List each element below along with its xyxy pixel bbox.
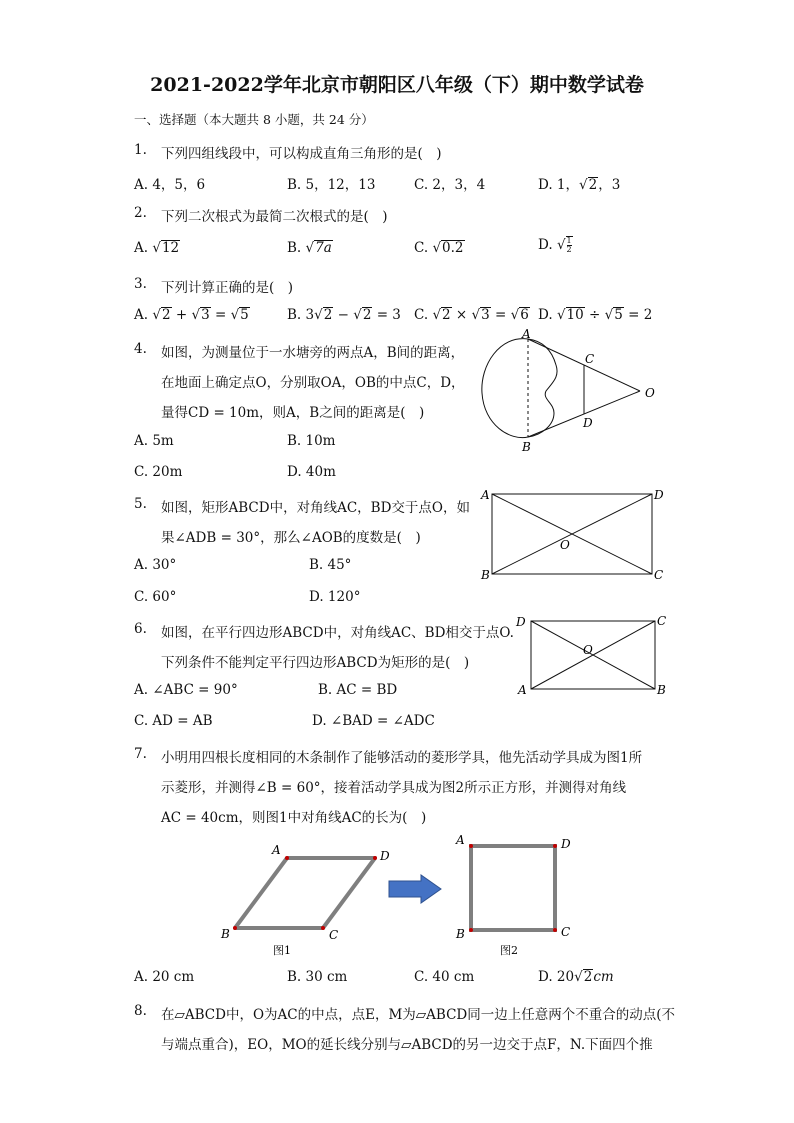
section-heading: 一、选择题（本大题共 8 小题，共 24 分） <box>134 112 374 127</box>
q6-line1: 如图，在平行四边形ABCD中，对角线AC、BD相交于点O. <box>161 625 514 641</box>
q2-d-pre: D. <box>538 237 557 253</box>
q1-option-a: A. 4，5，6 <box>134 177 206 193</box>
q4-label-d: D <box>583 416 593 430</box>
q7-option-c: C. 40 cm <box>414 969 475 985</box>
q7-fig2-point-c <box>553 928 557 932</box>
q2-number: 2. <box>134 205 147 221</box>
q7-fig1-label-c: C <box>329 928 339 942</box>
q4-label-c: C <box>585 352 595 366</box>
q5-option-b: B. 45° <box>309 557 352 573</box>
q7-d-root: 2 <box>583 969 593 985</box>
q2-a-pre: A. <box>134 240 153 256</box>
q4-number: 4. <box>134 341 147 357</box>
q6-label-o: O <box>583 643 593 657</box>
q7-d-post: cm <box>593 969 614 985</box>
q7-fig1-point-d <box>373 856 377 860</box>
q1-option-b: B. 5，12，13 <box>287 177 376 193</box>
q2-option-a: A. √12 <box>134 240 180 256</box>
q1-option-c: C. 2，3，4 <box>414 177 486 193</box>
q6-number: 6. <box>134 621 147 637</box>
q7-fig1-label-d: D <box>380 849 390 863</box>
q2-d-den: 2 <box>566 245 572 254</box>
q7-fig1-point-a <box>285 856 289 860</box>
q5-number: 5. <box>134 496 147 512</box>
q7-fig2-label-b: B <box>456 927 465 941</box>
q5-label-o: O <box>560 538 570 552</box>
q7-line3: AC = 40cm，则图1中对角线AC的长为( ) <box>161 810 427 826</box>
q7-d-pre: D. 20 <box>538 969 575 985</box>
q3-stem: 下列计算正确的是( ) <box>161 280 294 296</box>
q6-option-b: B. AC = BD <box>318 682 398 698</box>
q3-option-b: B. 3√2 − √2 = 3 <box>287 307 401 323</box>
q7-fig2-point-b <box>469 928 473 932</box>
q4-label-o: O <box>645 386 655 400</box>
q1-number: 1. <box>134 142 147 158</box>
q4-line3: 量得CD = 10m，则A，B之间的距离是( ) <box>161 405 425 421</box>
q5-line1: 如图，矩形ABCD中，对角线AC，BD交于点O，如 <box>161 500 470 516</box>
q7-fig2-point-a <box>469 844 473 848</box>
q4-label-a: A <box>522 327 531 341</box>
q4-option-b: B. 10m <box>287 433 336 449</box>
q5-label-d: D <box>654 488 664 502</box>
q5-line2: 果∠ADB = 30°，那么∠AOB的度数是( ) <box>161 530 421 546</box>
q2-a-root: 12 <box>161 240 180 256</box>
q7-line1: 小明用四根长度相同的木条制作了能够活动的菱形学具，他先活动学具成为图1所 <box>161 750 643 766</box>
q7-fig2-label-d: D <box>561 837 571 851</box>
q3-number: 3. <box>134 276 147 292</box>
q7-option-d: D. 20√2cm <box>538 969 614 985</box>
q2-c-pre: C. <box>414 240 433 256</box>
q1-d-pre: D. 1， <box>538 177 580 193</box>
q1-d-post: ，3 <box>598 177 621 193</box>
q2-option-c: C. √0.2 <box>414 240 464 256</box>
q7-fig1-label-a: A <box>272 843 281 857</box>
q7-fig2-point-d <box>553 844 557 848</box>
page-title: 2021-2022学年北京市朝阳区八年级（下）期中数学试卷 <box>150 74 644 96</box>
q7-figures <box>215 832 585 960</box>
q2-stem: 下列二次根式为最简二次根式的是( ) <box>161 209 388 225</box>
q2-option-b: B. √7a <box>287 240 332 256</box>
q7-fig1-point-c <box>321 926 325 930</box>
q6-option-c: C. AD = AB <box>134 713 213 729</box>
q6-label-d: D <box>516 615 526 629</box>
q8-line1: 在▱ABCD中，O为AC的中点，点E，M为▱ABCD同一边上任意两个不重合的动点(不 <box>161 1007 676 1023</box>
q5-label-a: A <box>481 488 490 502</box>
q4-pond-outline <box>482 339 557 438</box>
q6-label-c: C <box>657 614 667 628</box>
q7-fig2-label-c: C <box>561 925 571 939</box>
q8-number: 8. <box>134 1003 147 1019</box>
q5-label-b: B <box>481 568 490 582</box>
q7-option-b: B. 30 cm <box>287 969 348 985</box>
q1-d-root: 2 <box>588 177 598 193</box>
q6-line2: 下列条件不能判定平行四边形ABCD为矩形的是( ) <box>161 655 470 671</box>
q7-fig1-point-b <box>233 926 237 930</box>
q2-d-num: 1 <box>566 236 572 245</box>
q6-label-a: A <box>518 683 527 697</box>
q6-option-a: A. ∠ABC = 90° <box>134 682 238 698</box>
q6-option-d: D. ∠BAD = ∠ADC <box>312 713 435 729</box>
q3-option-d: D. √10 ÷ √5 = 2 <box>538 307 653 323</box>
q7-fig1-rhombus <box>235 858 375 928</box>
q7-line2: 示菱形，并测得∠B = 60°，接着活动学具成为图2所示正方形，并测得对角线 <box>161 780 627 796</box>
q7-arrow-icon <box>389 875 441 903</box>
q7-option-a: A. 20 cm <box>134 969 195 985</box>
q6-figure <box>512 612 667 698</box>
q7-fig2-caption: 图2 <box>500 944 518 957</box>
q5-figure <box>478 485 668 585</box>
q5-option-c: C. 60° <box>134 589 177 605</box>
q4-line2: 在地面上确定点O，分别取OA，OB的中点C，D， <box>161 375 465 391</box>
q4-option-a: A. 5m <box>134 433 174 449</box>
q7-fig2-label-a: A <box>456 833 465 847</box>
q4-line1: 如图，为测量位于一水塘旁的两点A，B间的距离， <box>161 345 465 361</box>
q8-line2: 与端点重合)，EO，MO的延长线分别与▱ABCD的另一边交于点F，N.下面四个推 <box>161 1037 653 1053</box>
q4-label-b: B <box>522 440 531 454</box>
q4-option-c: C. 20m <box>134 464 183 480</box>
q7-number: 7. <box>134 746 147 762</box>
q3-option-a: A. √2 + √3 = √5 <box>134 307 249 323</box>
q3-option-c: C. √2 × √3 = √6 <box>414 307 529 323</box>
q7-fig1-label-b: B <box>221 927 230 941</box>
q5-option-a: A. 30° <box>134 557 177 573</box>
q2-b-root: 7a <box>315 240 332 256</box>
q1-option-d: D. 1，√2，3 <box>538 177 621 193</box>
q7-fig2-square <box>471 846 555 930</box>
q1-stem: 下列四组线段中，可以构成直角三角形的是( ) <box>161 146 442 162</box>
q4-figure <box>470 325 670 460</box>
q2-b-pre: B. <box>287 240 306 256</box>
q6-label-b: B <box>657 683 666 697</box>
q5-option-d: D. 120° <box>309 589 361 605</box>
q2-c-root: 0.2 <box>442 240 464 256</box>
q4-option-d: D. 40m <box>287 464 336 480</box>
q7-fig1-caption: 图1 <box>273 944 291 957</box>
q5-label-c: C <box>654 568 664 582</box>
q2-option-d: D. √ $\frac{1}{2}$ <box>538 236 572 254</box>
